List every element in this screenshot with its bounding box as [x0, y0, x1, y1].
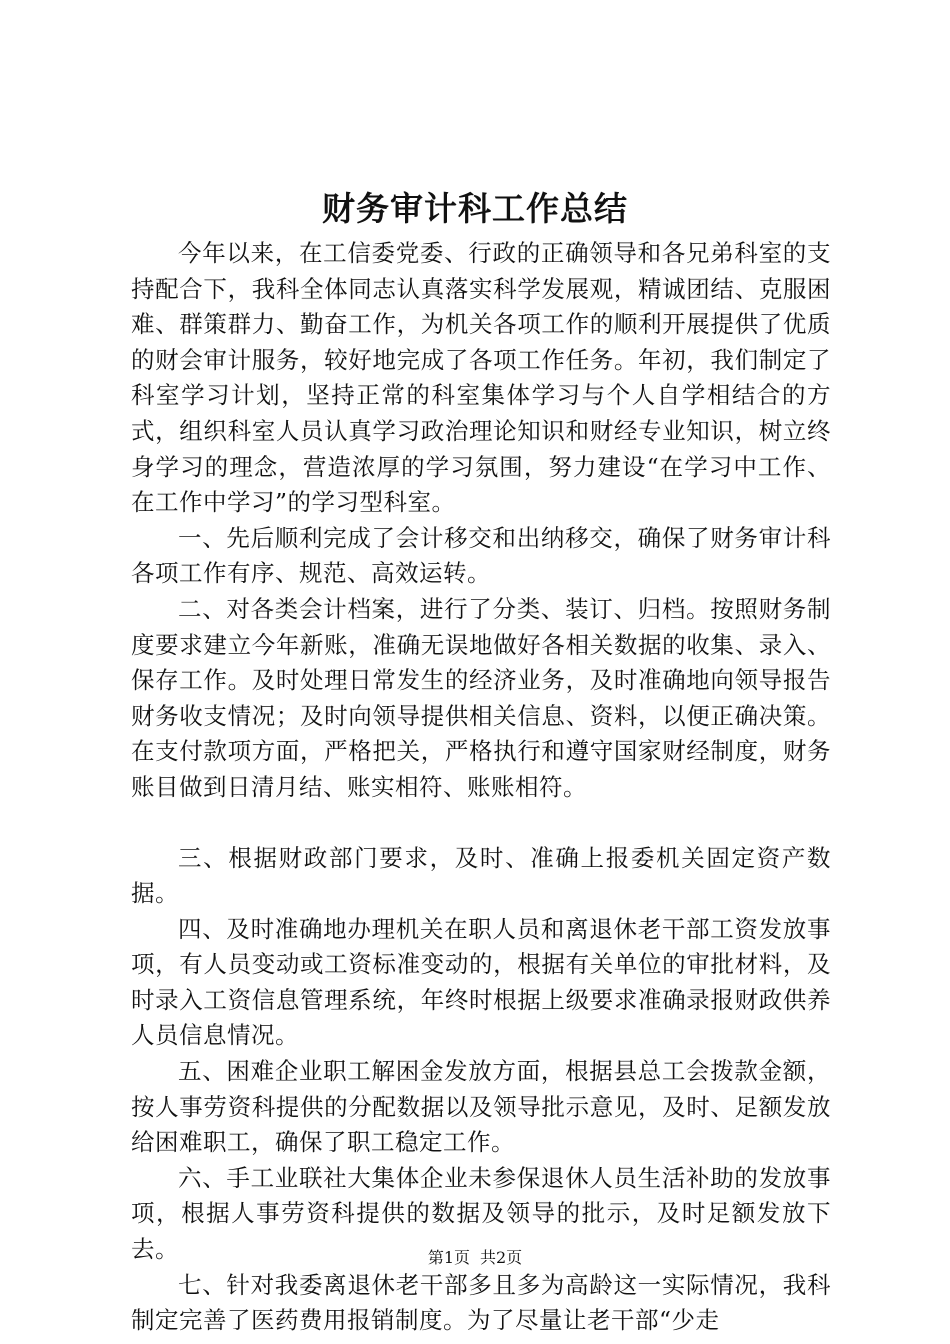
paragraph-item-5: 五、困难企业职工解困金发放方面，根据县总工会拨款金额，按人事劳资科提供的分配数据以及领导批示意见，及时、足额发放给困难职工，确保了职工稳定工作。: [131, 1057, 831, 1157]
page-footer: [0, 1248, 950, 1268]
paragraph-intro: 今年以来，在工信委党委、行政的正确领导和各兄弟科室的支持配合下，我科全体同志认真落实科学发展观，精诚团结、克服困难、群策群力、勤奋工作，为机关各项工作的顺利开展提供了优质的财会审计服务，较好地完成了各项工作任务。年初，我们制定了科室学习计划，坚持正常的科室集体学习与个人自学相结合的方式，组织科室人员认真学习政治理论知识和财经专业知识，树立终身学习的理念，营造浓厚的学习氛围，努力建设“在学习中工作、在工作中学习”的学习型科室。: [131, 239, 831, 517]
page-number-total: 共2页: [480, 1248, 523, 1267]
paragraph-item-3: 三、根据财政部门要求，及时、准确上报委机关固定资产数据。: [131, 843, 831, 908]
paragraph-item-1: 一、先后顺利完成了会计移交和出纳移交，确保了财务审计科各项工作有序、规范、高效运转。: [131, 523, 831, 588]
document-body: [131, 236, 831, 1339]
paragraph-item-4: 四、及时准确地办理机关在职人员和离退休老干部工资发放事项，有人员变动或工资标准变动的，根据有关单位的审批材料，及时录入工资信息管理系统，年终时根据上级要求准确录报财政供养人员信息情况。: [131, 914, 831, 1050]
page-title: 财务审计科工作总结: [322, 189, 628, 228]
page-number-current: 第1页: [427, 1248, 470, 1267]
paragraph-item-7: 七、针对我委离退休老干部多且多为高龄这一实际情况，我科制定完善了医药费用报销制度。为了尽量让老干部“少走: [131, 1270, 831, 1335]
paragraph-item-2: 二、对各类会计档案，进行了分类、装订、归档。按照财务制度要求建立今年新账，准确无误地做好各相关数据的收集、录入、保存工作。及时处理日常发生的经济业务，及时准确地向领导报告财务收支情况；及时向领导提供相关信息、资料，以便正确决策。在支付款项方面，严格把关，严格执行和遵守国家财经制度，财务账目做到日清月结、账实相符、账账相符。: [131, 594, 831, 801]
paragraph-item-6: 六、手工业联社大集体企业未参保退休人员生活补助的发放事项，根据人事劳资科提供的数据及领导的批示，及时足额发放下去。: [131, 1163, 831, 1264]
